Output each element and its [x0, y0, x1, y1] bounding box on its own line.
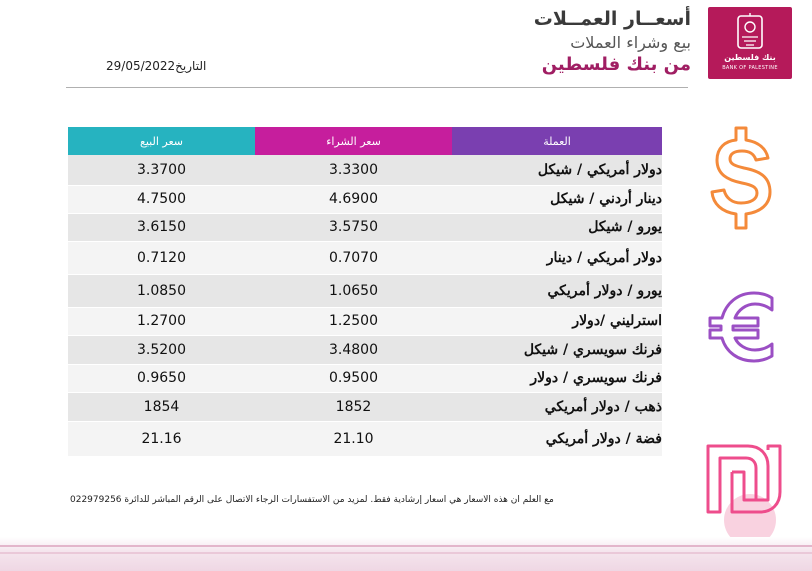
table-row: [68, 421, 662, 456]
currency-pair-cell: دينار أردني / شيكل: [452, 185, 662, 213]
euro-sign-icon: [706, 290, 786, 364]
currency-pair-cell: استرليني /دولار: [452, 307, 662, 335]
header-divider: [66, 87, 688, 88]
band-stripe: [0, 545, 812, 547]
table-row: [68, 213, 662, 241]
sell-price-cell: 3.6150: [68, 213, 255, 241]
table-header-row: [68, 127, 662, 155]
buy-price-cell: 0.7070: [255, 241, 452, 274]
bank-emblem-icon: [708, 7, 792, 57]
footnote-phone: 022979256: [70, 495, 122, 505]
dollar-sign-icon: [706, 124, 778, 232]
header-buy-price: سعر الشراء: [255, 127, 452, 155]
shekel-sign-icon: [702, 436, 784, 546]
table-row: [68, 274, 662, 307]
currency-pair-cell: دولار أمريكي / شيكل: [452, 155, 662, 185]
currency-pair-cell: فرنك سويسري / دولار: [452, 364, 662, 392]
date-label: التاريخ: [175, 59, 207, 73]
bank-logo: [708, 7, 792, 79]
date-line: [106, 59, 206, 73]
page-subtitle: بيع وشراء العملات: [570, 33, 691, 52]
sell-price-cell: 1.0850: [68, 274, 255, 307]
currency-pair-cell: ذهب / دولار أمريكي: [452, 392, 662, 421]
currency-pair-cell: يورو / دولار أمريكي: [452, 274, 662, 307]
table-row: [68, 335, 662, 364]
table-row: [68, 364, 662, 392]
header-sell-price: سعر البيع: [68, 127, 255, 155]
buy-price-cell: 3.4800: [255, 335, 452, 364]
sell-price-cell: 3.5200: [68, 335, 255, 364]
currency-pair-cell: يورو / شيكل: [452, 213, 662, 241]
sell-price-cell: 3.3700: [68, 155, 255, 185]
page-tagline: من بنك فلسطين: [541, 54, 691, 75]
table-row: [68, 241, 662, 274]
buy-price-cell: 0.9500: [255, 364, 452, 392]
table-row: [68, 185, 662, 213]
table-row: [68, 307, 662, 335]
buy-price-cell: 1.2500: [255, 307, 452, 335]
sell-price-cell: 1854: [68, 392, 255, 421]
decorative-bottom-band: [0, 537, 812, 571]
date-value: 29/05/2022: [106, 59, 176, 73]
buy-price-cell: 3.3300: [255, 155, 452, 185]
sell-price-cell: 4.7500: [68, 185, 255, 213]
table-row: [68, 392, 662, 421]
sell-price-cell: 1.2700: [68, 307, 255, 335]
buy-price-cell: 21.10: [255, 421, 452, 456]
sell-price-cell: 0.7120: [68, 241, 255, 274]
currency-pair-cell: فضة / دولار أمريكي: [452, 421, 662, 456]
sell-price-cell: 0.9650: [68, 364, 255, 392]
disclaimer-footnote: [70, 495, 610, 505]
table-row: [68, 155, 662, 185]
logo-name-arabic: بنك فلسطين: [724, 53, 776, 62]
buy-price-cell: 1.0650: [255, 274, 452, 307]
footnote-text: مع العلم أن هذه الأسعار هي أسعار إرشادية فقط. لمزيد من الاستفسارات الرجاء الاتصال على الرقم المباشر للدائرة: [124, 495, 554, 505]
buy-price-cell: 4.6900: [255, 185, 452, 213]
logo-name-english: BANK OF PALESTINE: [722, 65, 778, 71]
rates-body: [68, 155, 662, 456]
band-stripe: [0, 552, 812, 554]
page-title: أسعــار العمــلات: [533, 8, 691, 30]
currency-pair-cell: فرنك سويسري / شيكل: [452, 335, 662, 364]
sell-price-cell: 21.16: [68, 421, 255, 456]
header-currency: العملة: [452, 127, 662, 155]
buy-price-cell: 1852: [255, 392, 452, 421]
buy-price-cell: 3.5750: [255, 213, 452, 241]
currency-pair-cell: دولار أمريكي / دينار: [452, 241, 662, 274]
exchange-rates-table: [68, 127, 662, 457]
